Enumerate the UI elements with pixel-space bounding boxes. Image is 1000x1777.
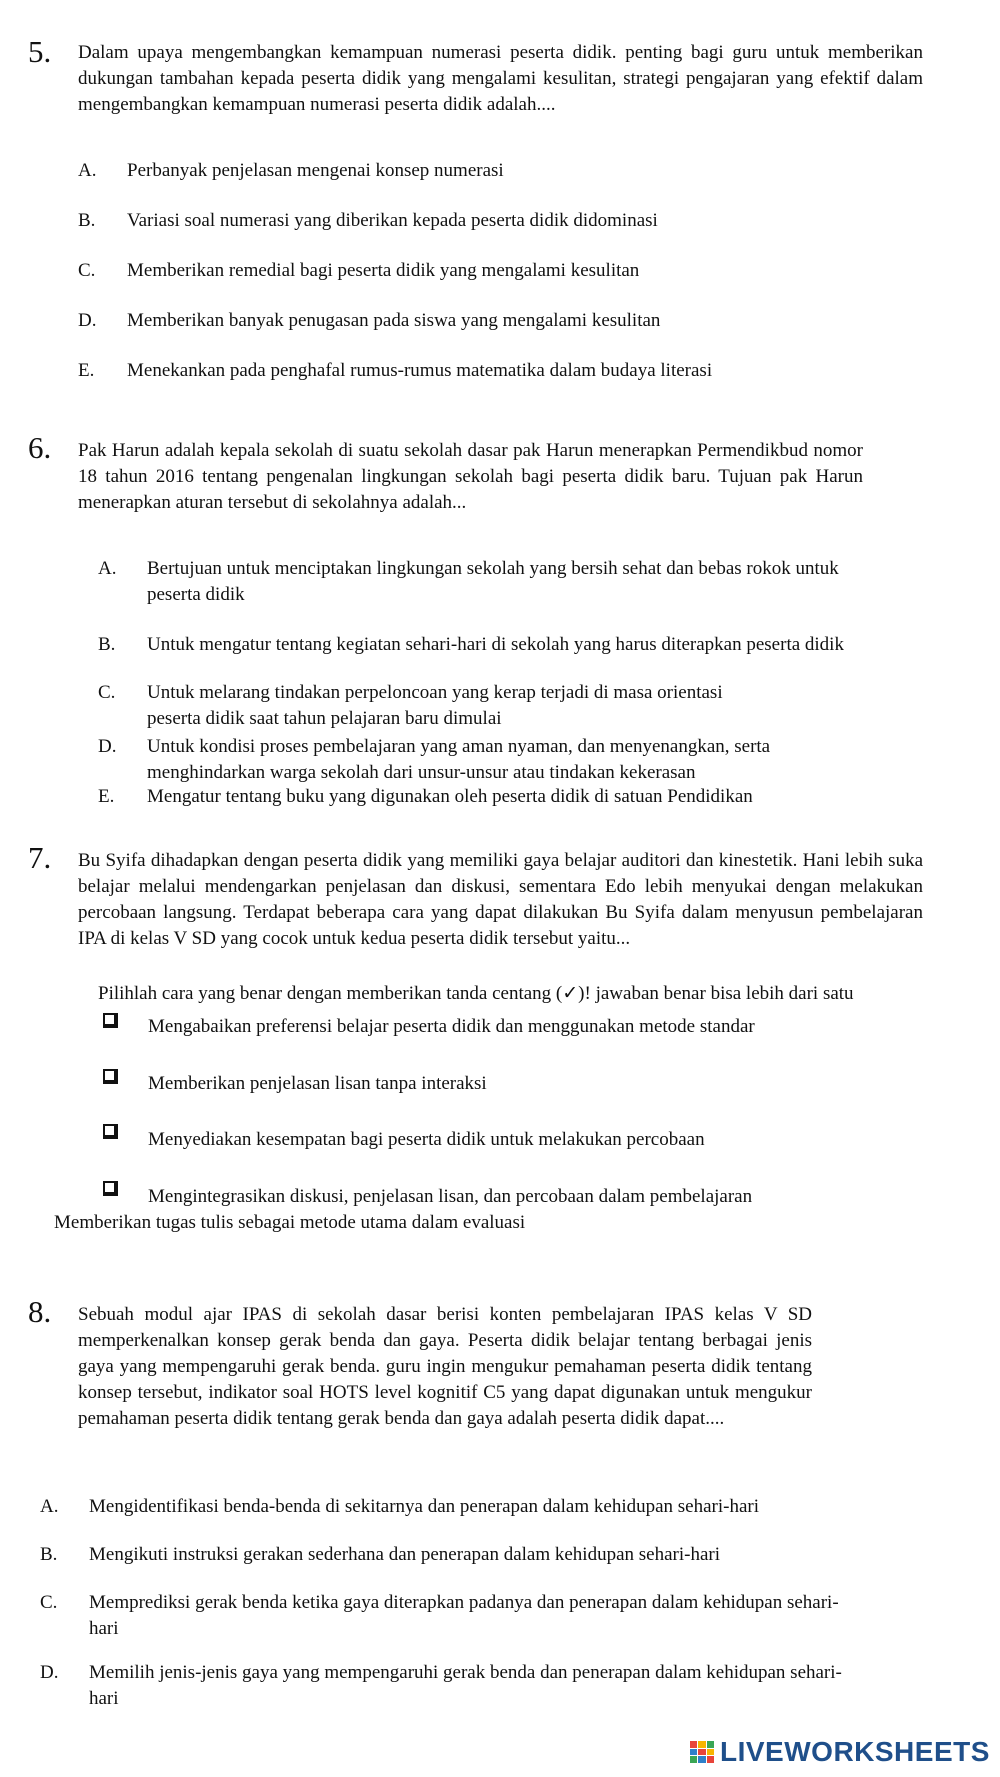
option-letter: A. bbox=[78, 160, 97, 181]
check-option-1: Mengabaikan preferensi belajar peserta didik dan menggunakan metode standar bbox=[148, 1016, 755, 1037]
liveworksheets-logo[interactable] bbox=[690, 1736, 990, 1768]
option-letter: C. bbox=[40, 1592, 58, 1613]
q5-option-b[interactable] bbox=[78, 208, 958, 234]
q5-option-c[interactable] bbox=[78, 258, 958, 284]
option-text: Memberikan banyak penugasan pada siswa yang mengalami kesulitan bbox=[127, 310, 661, 331]
check-option-3: Menyediakan kesempatan bagi peserta didik untuk melakukan percobaan bbox=[148, 1129, 705, 1150]
option-letter: E. bbox=[98, 786, 115, 807]
option-text: Mengidentifikasi benda-benda di sekitarnya dan penerapan dalam kehidupan sehari-hari bbox=[89, 1496, 760, 1517]
question-8-number: 8. bbox=[28, 1294, 52, 1329]
question-7-number: 7. bbox=[28, 840, 52, 875]
option-text: Untuk melarang tindakan perpeloncoan yang kerap terjadi di masa orientasi bbox=[147, 682, 723, 703]
q5-option-e[interactable] bbox=[78, 358, 958, 384]
q6-option-d[interactable] bbox=[98, 734, 978, 786]
liveworksheets-logo-icon bbox=[690, 1741, 714, 1763]
question-5-text: Dalam upaya mengembangkan kemampuan numerasi peserta didik. penting bagi guru untuk memberikan dukungan tambahan kepada peserta didik yang mengalami kesulitan, strategi pengajaran yang efektif dalam mengembangkan kemampuan numerasi peserta didik adalah.... bbox=[78, 42, 923, 115]
option-text: Mengatur tentang buku yang digunakan oleh peserta didik di satuan Pendidikan bbox=[147, 786, 753, 807]
q5-option-a[interactable] bbox=[78, 158, 958, 184]
check-option-2: Memberikan penjelasan lisan tanpa interaksi bbox=[148, 1073, 487, 1094]
checkbox-3[interactable] bbox=[103, 1124, 118, 1139]
option-letter: B. bbox=[40, 1544, 58, 1565]
option-text: Perbanyak penjelasan mengenai konsep numerasi bbox=[127, 160, 504, 181]
checkbox-4[interactable] bbox=[103, 1181, 118, 1196]
option-letter: A. bbox=[40, 1496, 59, 1517]
option-text-cont: hari bbox=[89, 1618, 119, 1639]
q6-option-e[interactable] bbox=[98, 784, 978, 810]
option-letter: B. bbox=[98, 634, 116, 655]
question-7-text: Bu Syifa dihadapkan dengan peserta didik yang memiliki gaya belajar auditori dan kinestetik. Hani lebih suka belajar melalui mendengarkan penjelasan dan diskusi, sementara Edo lebih menyukai dengan melakukan percobaan langsung. Terdapat beberapa cara yang dapat dilakukan Bu Syifa dalam menyusun pembelajaran IPA di kelas V SD yang cocok untuk kedua peserta didik tersebut yaitu... bbox=[78, 850, 923, 949]
option-letter: D. bbox=[78, 310, 97, 331]
question-7-instruction: Pilihlah cara yang benar dengan memberikan tanda centang (✓)! jawaban benar bisa lebih dari satu bbox=[98, 983, 854, 1004]
option-text-cont: peserta didik saat tahun pelajaran baru dimulai bbox=[147, 708, 502, 729]
q8-option-d[interactable] bbox=[40, 1660, 970, 1712]
option-letter: D. bbox=[40, 1662, 59, 1683]
option-text-cont: hari bbox=[89, 1688, 119, 1709]
option-text: Memberikan remedial bagi peserta didik yang mengalami kesulitan bbox=[127, 260, 640, 281]
option-text: Variasi soal numerasi yang diberikan kepada peserta didik didominasi bbox=[127, 210, 658, 231]
q5-option-d[interactable] bbox=[78, 308, 958, 334]
check-option-extra-line: Memberikan tugas tulis sebagai metode utama dalam evaluasi bbox=[54, 1212, 526, 1233]
option-text: Memilih jenis-jenis gaya yang mempengaruhi gerak benda dan penerapan dalam kehidupan sehari- bbox=[89, 1662, 842, 1683]
option-letter: E. bbox=[78, 360, 95, 381]
q6-option-b[interactable] bbox=[98, 632, 978, 658]
option-text: Menekankan pada penghafal rumus-rumus matematika dalam budaya literasi bbox=[127, 360, 713, 381]
q6-option-a[interactable] bbox=[98, 556, 978, 608]
logo-text: LIVEWORKSHEETS bbox=[720, 1736, 990, 1767]
option-text: Mengikuti instruksi gerakan sederhana dan penerapan dalam kehidupan sehari-hari bbox=[89, 1544, 720, 1565]
option-letter: A. bbox=[98, 558, 117, 579]
option-text-cont: menghindarkan warga sekolah dari unsur-unsur atau tindakan kekerasan bbox=[147, 762, 696, 783]
option-text: Untuk kondisi proses pembelajaran yang aman nyaman, dan menyenangkan, serta bbox=[147, 736, 771, 757]
checkbox-2[interactable] bbox=[103, 1069, 118, 1084]
question-8-text: Sebuah modul ajar IPAS di sekolah dasar berisi konten pembelajaran IPAS kelas V SD memperkenalkan konsep gerak benda dan gaya. Peserta didik belajar tentang berbagai jenis gaya yang mempengaruhi gerak benda. guru ingin mengukur pemahaman peserta didik tentang konsep tersebut, indikator soal HOTS level kognitif C5 yang dapat digunakan untuk mengukur pemahaman peserta didik tentang gerak benda dan gaya adalah peserta didik dapat.... bbox=[78, 1304, 812, 1429]
q6-option-c[interactable] bbox=[98, 680, 978, 732]
checkbox-1[interactable] bbox=[103, 1013, 118, 1028]
q8-option-c[interactable] bbox=[40, 1590, 970, 1642]
question-6-number: 6. bbox=[28, 430, 52, 465]
option-text-cont: peserta didik bbox=[147, 584, 245, 605]
option-letter: C. bbox=[98, 682, 116, 703]
q8-option-b[interactable] bbox=[40, 1542, 970, 1568]
option-letter: D. bbox=[98, 736, 117, 757]
option-text: Bertujuan untuk menciptakan lingkungan sekolah yang bersih sehat dan bebas rokok untuk bbox=[147, 558, 839, 579]
option-letter: B. bbox=[78, 210, 96, 231]
option-text: Untuk mengatur tentang kegiatan sehari-hari di sekolah yang harus diterapkan peserta didik bbox=[147, 634, 844, 655]
q8-option-a[interactable] bbox=[40, 1494, 970, 1520]
option-letter: C. bbox=[78, 260, 96, 281]
question-5-number: 5. bbox=[28, 34, 52, 69]
option-text: Memprediksi gerak benda ketika gaya diterapkan padanya dan penerapan dalam kehidupan sehari- bbox=[89, 1592, 839, 1613]
check-option-4: Mengintegrasikan diskusi, penjelasan lisan, dan percobaan dalam pembelajaran bbox=[148, 1186, 753, 1207]
question-6-text: Pak Harun adalah kepala sekolah di suatu sekolah dasar pak Harun menerapkan Permendikbud nomor 18 tahun 2016 tentang pengenalan lingkungan sekolah bagi peserta didik baru. Tujuan pak Harun menerapkan aturan tersebut di sekolahnya adalah... bbox=[78, 440, 863, 513]
